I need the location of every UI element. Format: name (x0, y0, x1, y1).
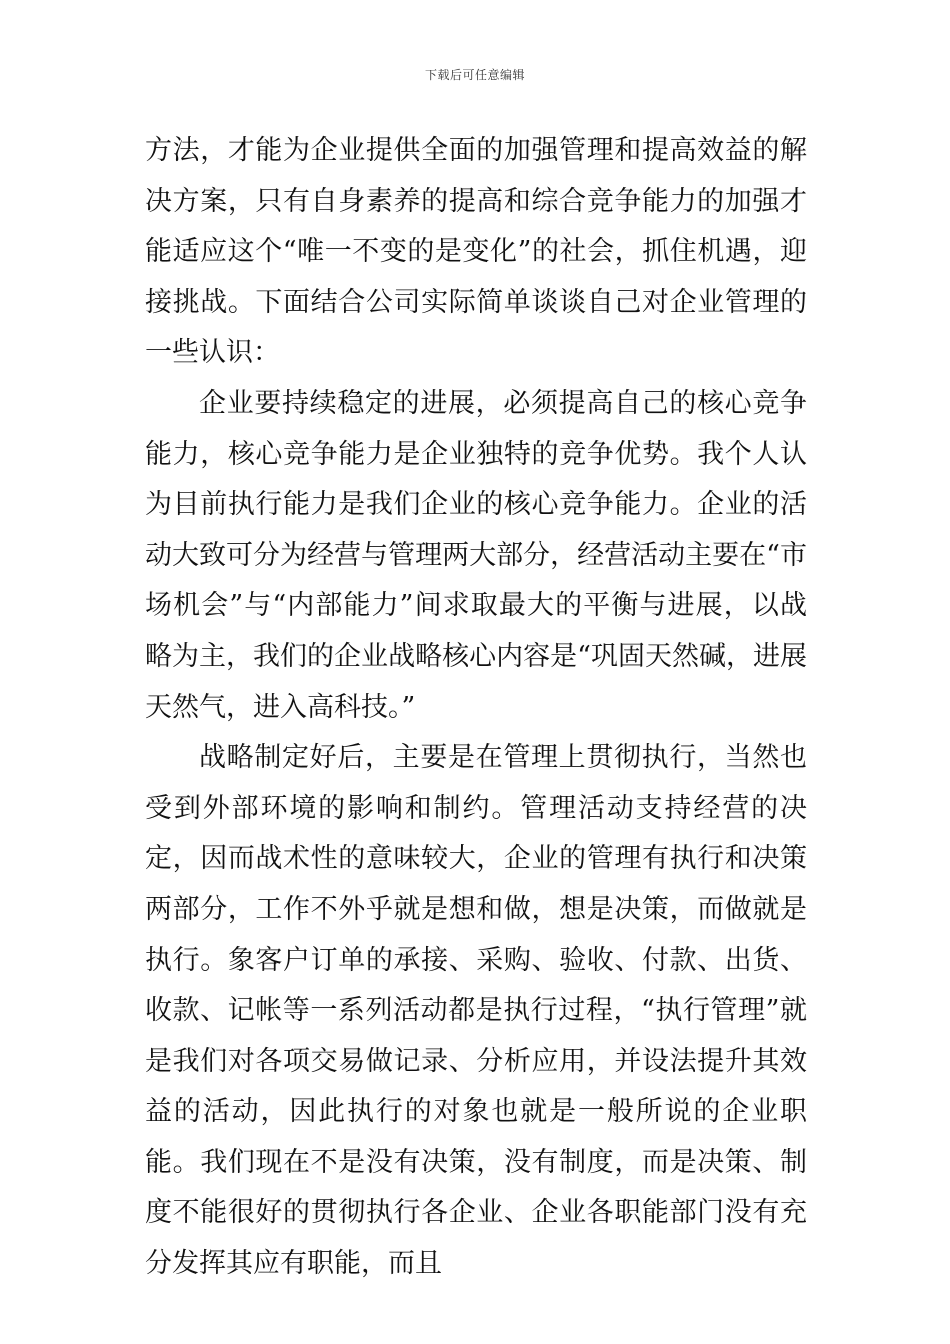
paragraph-strategy-execution: 战略制定好后，主要是在管理上贯彻执行，当然也受到外部环境的影响和制约。管理活动支持经营的决定，因而战术性的意味较大，企业的管理有执行和决策两部分，工作不外乎就是想和做，想是决策，而做就是执行。象客户订单的承接、采购、验收、付款、出货、收款、记帐等一系列活动都是执行过程，“执行管理”就是我们对各项交易做记录、分析应用，并设法提升其效益的活动，因此执行的对象也就是一般所说的企业职能。我们现在不是没有决策，没有制度，而是决策、制度不能很好的贯彻执行各企业、企业各职能部门没有充分发挥其应有职能，而且 (145, 742, 807, 1280)
document-body (145, 126, 807, 1290)
paragraph-core-competence: 企业要持续稳定的进展，必须提高自己的核心竞争能力，核心竞争能力是企业独特的竞争优势。我个人认为目前执行能力是我们企业的核心竞争能力。企业的活动大致可分为经营与管理两大部分，经营活动主要在“市场机会”与“内部能力”间求取最大的平衡与进展，以战略为主，我们的企业战略核心内容是“巩固天然碱，进展天然气，进入高科技。” (145, 387, 807, 723)
paragraph-continuation: 方法，才能为企业提供全面的加强管理和提高效益的解决方案，只有自身素养的提高和综合竞争能力的加强才能适应这个“唯一不变的是变化”的社会，抓住机遇，迎接挑战。下面结合公司实际简单谈谈自己对企业管理的一些认识： (145, 135, 807, 369)
page-header: 下载后可任意编辑 (424, 68, 525, 82)
